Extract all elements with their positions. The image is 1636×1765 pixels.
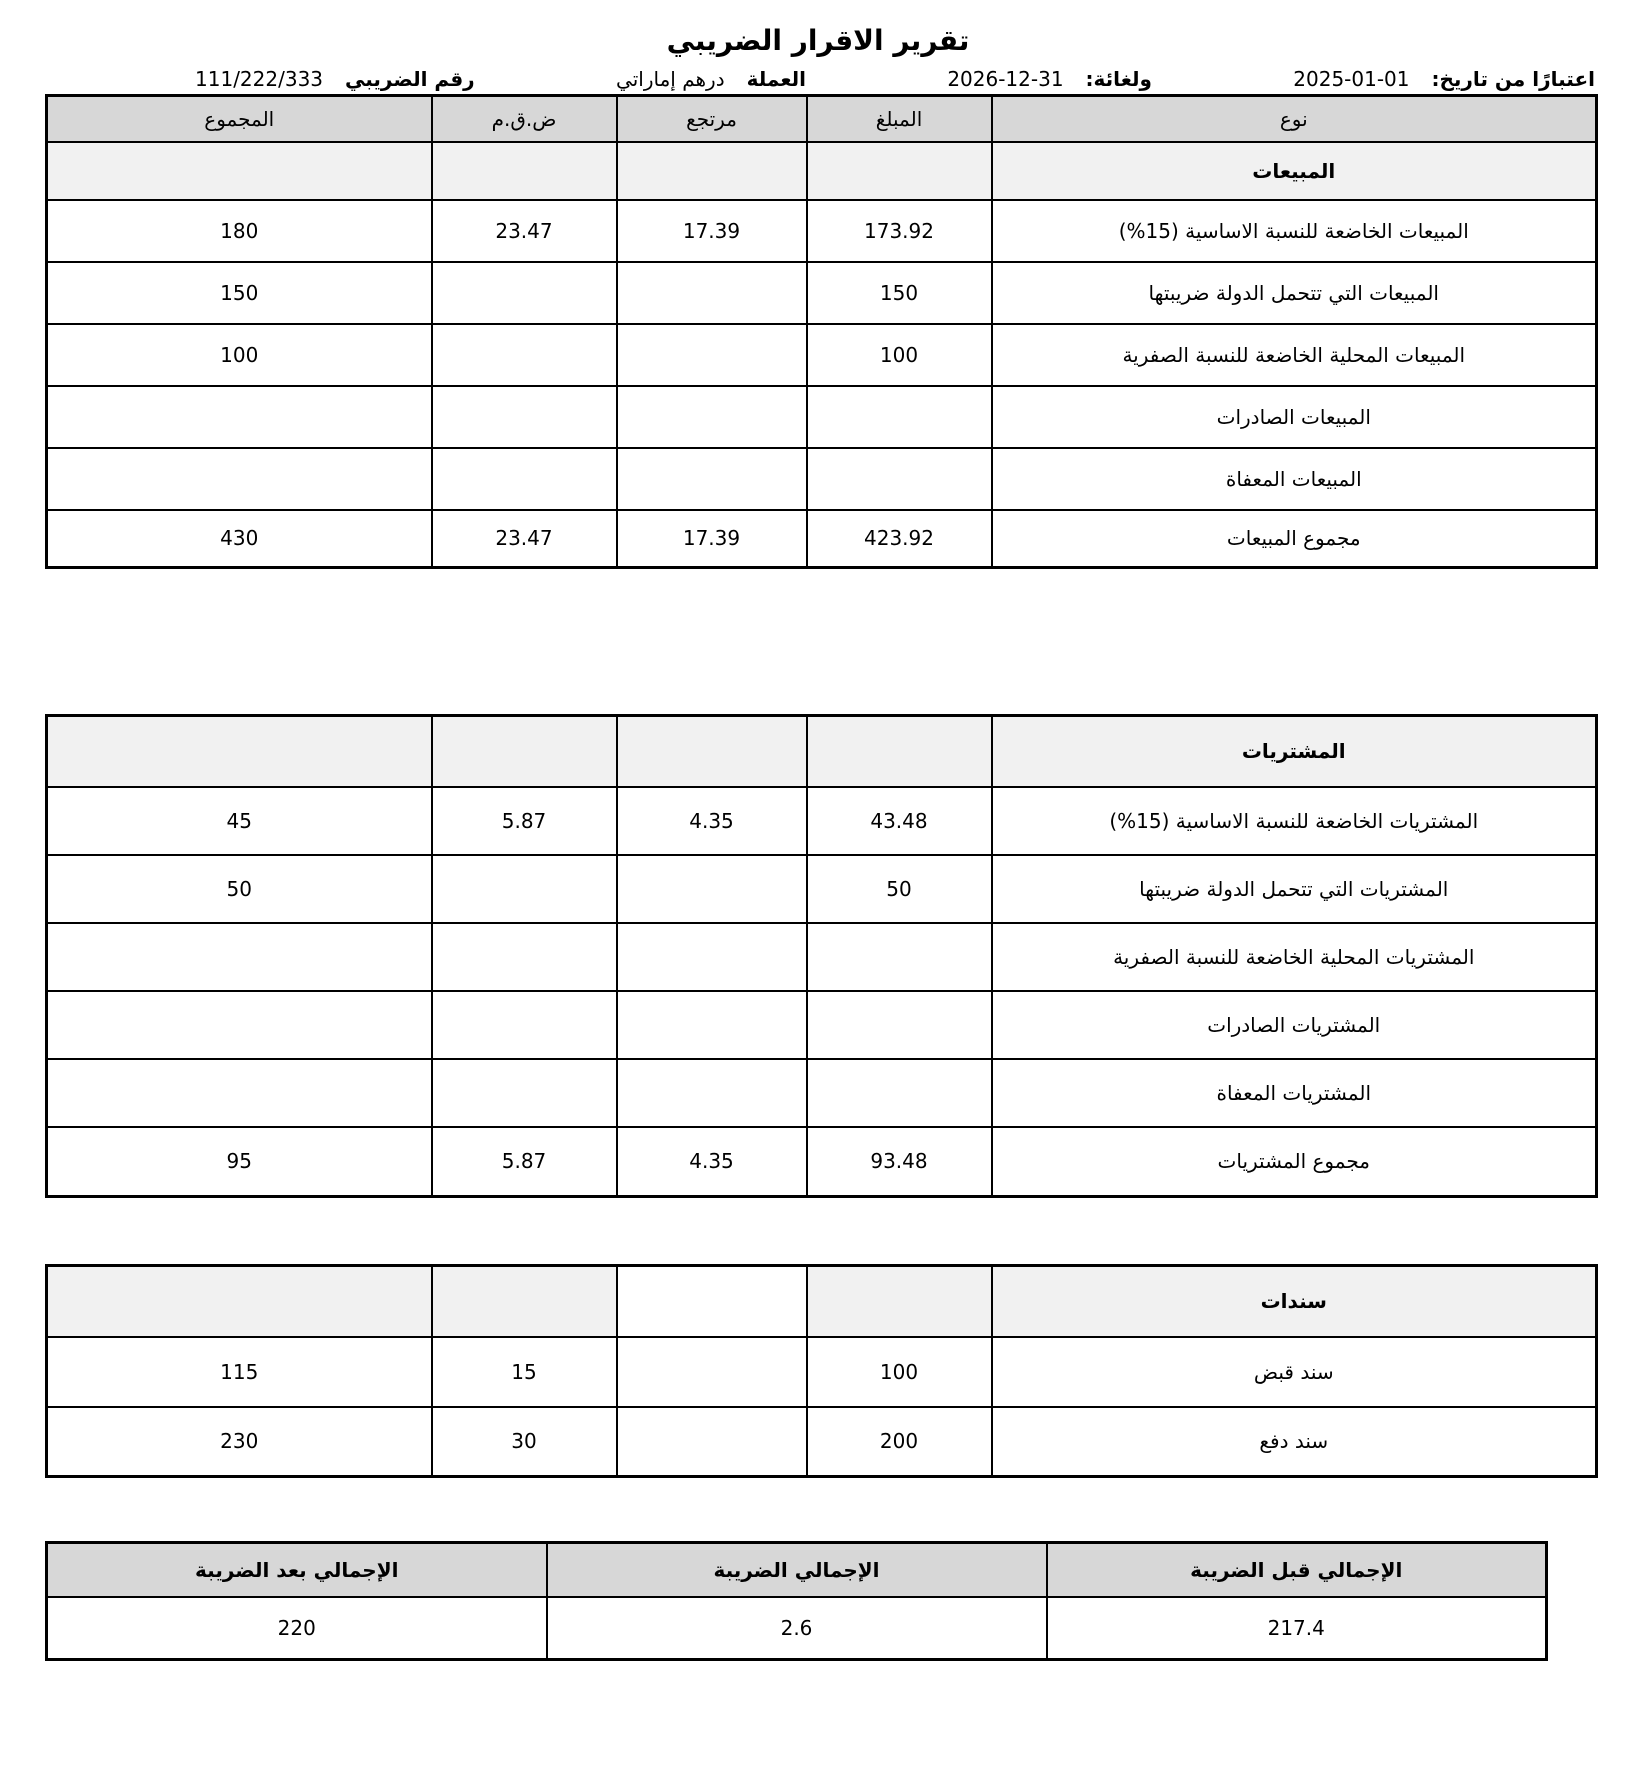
cell-total [47, 923, 432, 991]
cell-total: 45 [47, 787, 432, 855]
cell-total: 430 [47, 510, 432, 568]
cell-vat: 23.47 [432, 510, 617, 568]
cell-returns [617, 855, 807, 923]
cell-returns: 4.35 [617, 1127, 807, 1197]
purchases-section-row [47, 716, 1597, 787]
cell-empty [617, 716, 807, 787]
cell-total: 115 [47, 1337, 432, 1407]
cell-amount: 200 [807, 1407, 992, 1477]
table-row [47, 324, 1597, 386]
sales-header-row [47, 96, 1597, 142]
cell-vat: 30 [432, 1407, 617, 1477]
cell-vat [432, 324, 617, 386]
sales-total-row [47, 510, 1597, 568]
table-row [47, 448, 1597, 510]
cell-type: المبيعات الخاضعة للنسبة الاساسية (15%) [992, 200, 1597, 262]
cell-empty [432, 716, 617, 787]
cell-empty [807, 142, 992, 200]
cell-amount [807, 448, 992, 510]
cell-type: المبيعات الصادرات [992, 386, 1597, 448]
table-row [47, 386, 1597, 448]
cell-amount: 423.92 [807, 510, 992, 568]
cell-empty [432, 1266, 617, 1337]
cell-amount: 43.48 [807, 787, 992, 855]
cell-type: سند قبض [992, 1337, 1597, 1407]
summary-table [45, 1541, 1548, 1661]
cell-amount: 50 [807, 855, 992, 923]
cell-empty [807, 716, 992, 787]
meta-from-date [1293, 67, 1595, 91]
currency-label: العملة [746, 67, 806, 91]
cell-amount [807, 1059, 992, 1127]
purchases-table [45, 714, 1598, 1198]
cell-total: 100 [47, 324, 432, 386]
vouchers-table [45, 1264, 1598, 1478]
cell-vat: 5.87 [432, 787, 617, 855]
table-row [47, 262, 1597, 324]
summary-values-row [47, 1597, 1547, 1660]
cell-returns [617, 324, 807, 386]
cell-returns [617, 262, 807, 324]
cell-vat [432, 448, 617, 510]
cell-type: المبيعات المعفاة [992, 448, 1597, 510]
cell-returns [617, 1337, 807, 1407]
column-header-total: المجموع [47, 96, 432, 142]
cell-type: المبيعات التي تتحمل الدولة ضريبتها [992, 262, 1597, 324]
from-date-label: اعتبارًا من تاريخ: [1431, 67, 1595, 91]
cell-total [47, 386, 432, 448]
cell-total [47, 448, 432, 510]
table-row [47, 1337, 1597, 1407]
cell-type: المبيعات المحلية الخاضعة للنسبة الصفرية [992, 324, 1597, 386]
currency-value: درهم إماراتي [616, 67, 725, 91]
sales-table [45, 94, 1598, 569]
cell-vat: 15 [432, 1337, 617, 1407]
cell-empty [47, 1266, 432, 1337]
column-header-returns: مرتجع [617, 96, 807, 142]
summary-tax-label: الإجمالي الضريبة [547, 1543, 1047, 1597]
cell-empty [47, 142, 432, 200]
cell-total [47, 1059, 432, 1127]
table-row [47, 1407, 1597, 1477]
summary-before-tax-label: الإجمالي قبل الضريبة [1047, 1543, 1547, 1597]
vouchers-section-row [47, 1266, 1597, 1337]
cell-type: مجموع المبيعات [992, 510, 1597, 568]
cell-amount: 150 [807, 262, 992, 324]
cell-vat [432, 262, 617, 324]
meta-to-date [947, 67, 1152, 91]
section-title: المشتريات [992, 716, 1597, 787]
table-row [47, 200, 1597, 262]
sales-section-row [47, 142, 1597, 200]
column-header-type: نوع [992, 96, 1597, 142]
cell-type: المشتريات الخاضعة للنسبة الاساسية (15%) [992, 787, 1597, 855]
cell-type: المشتريات الصادرات [992, 991, 1597, 1059]
table-row [47, 923, 1597, 991]
cell-vat: 5.87 [432, 1127, 617, 1197]
cell-type: المشتريات التي تتحمل الدولة ضريبتها [992, 855, 1597, 923]
cell-vat [432, 1059, 617, 1127]
cell-vat [432, 991, 617, 1059]
cell-vat [432, 855, 617, 923]
cell-empty [432, 142, 617, 200]
summary-header-row [47, 1543, 1547, 1597]
table-row [47, 855, 1597, 923]
section-title: سندات [992, 1266, 1597, 1337]
page-title: تقرير الاقرار الضريبي [666, 24, 970, 57]
cell-returns [617, 1407, 807, 1477]
column-header-amount: المبلغ [807, 96, 992, 142]
cell-amount: 93.48 [807, 1127, 992, 1197]
section-title: المبيعات [992, 142, 1597, 200]
cell-returns: 4.35 [617, 787, 807, 855]
cell-empty [617, 1266, 807, 1337]
cell-amount [807, 991, 992, 1059]
cell-returns [617, 923, 807, 991]
summary-after-tax-label: الإجمالي بعد الضريبة [47, 1543, 547, 1597]
cell-total: 50 [47, 855, 432, 923]
to-date-label: ولغائة: [1085, 67, 1152, 91]
column-header-vat: ض.ق.م [432, 96, 617, 142]
meta-tax-number [195, 67, 475, 91]
cell-amount: 100 [807, 324, 992, 386]
cell-type: مجموع المشتريات [992, 1127, 1597, 1197]
cell-amount: 100 [807, 1337, 992, 1407]
tax-number-value: 111/222/333 [195, 67, 324, 91]
purchases-total-row [47, 1127, 1597, 1197]
cell-total: 230 [47, 1407, 432, 1477]
cell-total: 95 [47, 1127, 432, 1197]
cell-vat [432, 386, 617, 448]
cell-type: المشتريات المحلية الخاضعة للنسبة الصفرية [992, 923, 1597, 991]
cell-empty [807, 1266, 992, 1337]
cell-vat [432, 923, 617, 991]
from-date-value: 2025-01-01 [1293, 67, 1410, 91]
cell-returns [617, 386, 807, 448]
cell-amount: 173.92 [807, 200, 992, 262]
cell-amount [807, 923, 992, 991]
table-row [47, 1059, 1597, 1127]
tax-number-label: رقم الضريبي [345, 67, 475, 91]
cell-total: 150 [47, 262, 432, 324]
cell-empty [617, 142, 807, 200]
table-row [47, 787, 1597, 855]
summary-tax-value: 2.6 [547, 1597, 1047, 1660]
cell-returns [617, 448, 807, 510]
report-meta [45, 67, 1595, 91]
to-date-value: 2026-12-31 [947, 67, 1064, 91]
cell-amount [807, 386, 992, 448]
cell-total [47, 991, 432, 1059]
summary-before-tax-value: 217.4 [1047, 1597, 1547, 1660]
cell-returns: 17.39 [617, 510, 807, 568]
meta-currency [616, 67, 806, 91]
cell-type: سند دفع [992, 1407, 1597, 1477]
cell-returns [617, 991, 807, 1059]
cell-type: المشتريات المعفاة [992, 1059, 1597, 1127]
cell-vat: 23.47 [432, 200, 617, 262]
summary-after-tax-value: 220 [47, 1597, 547, 1660]
cell-total: 180 [47, 200, 432, 262]
table-row [47, 991, 1597, 1059]
cell-returns: 17.39 [617, 200, 807, 262]
cell-returns [617, 1059, 807, 1127]
cell-empty [47, 716, 432, 787]
